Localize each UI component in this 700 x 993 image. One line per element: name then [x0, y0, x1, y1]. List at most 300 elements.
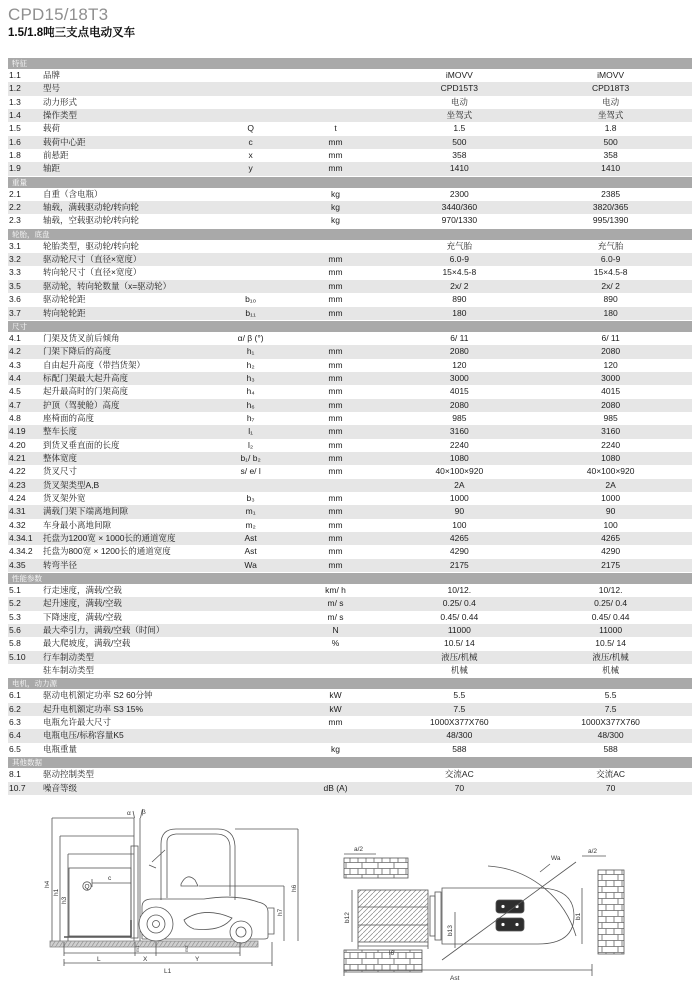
cell-label: 驱动控制类型	[42, 769, 94, 780]
cell-no: 4.3	[9, 359, 21, 370]
cell-label: 护顶（驾驶舱）高度	[42, 399, 120, 410]
cell-label: 轮胎类型，驱动轮/转向轮	[42, 240, 139, 251]
wall-right	[598, 870, 624, 954]
table-row	[8, 122, 692, 135]
cell-unit: mm	[328, 412, 343, 423]
cell-label: 自重（含电瓶）	[42, 188, 103, 199]
cell-unit: mm	[328, 254, 343, 265]
table-row	[8, 782, 692, 795]
cell-no: 4.20	[9, 439, 26, 450]
cell-v2: 995/1390	[592, 215, 629, 226]
cell-no: 2.1	[9, 188, 21, 199]
spec-table	[8, 57, 692, 795]
top-view-linework	[344, 854, 624, 976]
cell-label: 噪音等级	[42, 782, 77, 793]
ground-strip	[50, 941, 258, 947]
table-row	[8, 664, 692, 677]
table-row	[8, 201, 692, 214]
section-header: 性能参数	[8, 573, 692, 584]
cell-v1: 4015	[449, 386, 469, 397]
table-row	[8, 716, 692, 729]
cell-v1: 2080	[449, 346, 469, 357]
cell-sym	[220, 109, 282, 122]
page-subtitle: 1.5/1.8吨三支点电动叉车	[8, 27, 136, 39]
table-row	[8, 768, 692, 781]
cell-no: 1.1	[9, 70, 21, 80]
table-row	[8, 729, 692, 742]
cell-v1: 2080	[449, 399, 469, 410]
cell-no: 1.8	[9, 150, 21, 161]
cell-sym	[220, 743, 282, 756]
cell-v1: 40×100×920	[435, 466, 484, 477]
cell-v1: 1.5	[453, 123, 466, 134]
cell-no: 8.1	[9, 769, 21, 780]
cell-unit	[282, 240, 390, 253]
dim-label-ast: Ast	[450, 975, 460, 982]
cell-unit: mm	[328, 519, 343, 530]
cell-v2: 120	[603, 359, 618, 370]
cell-unit: N	[332, 625, 339, 636]
table-row	[8, 162, 692, 175]
dim-label-b1: b1	[575, 912, 582, 920]
cell-v1: 11000	[447, 625, 471, 636]
cell-v2: 4290	[601, 546, 621, 557]
dim-label-beta: β	[142, 809, 146, 816]
cell-label: 标配门架最大起升高度	[42, 372, 128, 383]
cell-no: 3.1	[9, 240, 21, 251]
cell-no: 3.3	[9, 267, 21, 278]
cell-label: 轴距	[42, 163, 60, 174]
page-header	[0, 0, 700, 40]
table-row	[8, 532, 692, 545]
seat-and-steering	[149, 850, 198, 886]
table-row	[8, 597, 692, 610]
cell-v2: 充气胎	[597, 240, 624, 251]
forklift-top-view-drawing	[338, 808, 678, 988]
cell-v1: 0.45/ 0.44	[440, 611, 479, 622]
cell-unit: mm	[328, 546, 343, 557]
cell-v2: 7.5	[604, 703, 617, 714]
cell-v1: 90	[454, 506, 465, 517]
turning-radius-lines	[442, 862, 576, 960]
cell-label: 起升电机额定功率 S3 15%	[42, 703, 144, 714]
forklift-side-view-drawing	[36, 808, 346, 988]
cell-v2: 40×100×920	[586, 466, 635, 477]
cell-v1: 坐驾式	[446, 110, 473, 121]
cell-v2: 2A	[605, 479, 616, 490]
dim-label-wa: Wa	[551, 855, 561, 862]
table-row	[8, 439, 692, 452]
cell-unit	[282, 729, 390, 742]
cell-unit: mm	[328, 359, 343, 370]
cell-v2: iMOVV	[597, 70, 625, 80]
cell-label: 货叉架类型A,B	[42, 479, 100, 490]
section-header: 其他数据	[8, 757, 692, 768]
table-row	[8, 266, 692, 279]
drive-wheels-top	[496, 900, 524, 931]
cell-no: 1.5	[9, 123, 21, 134]
a2-dimension-lines	[344, 854, 606, 856]
cell-sym	[220, 479, 282, 492]
cell-no: 5.1	[9, 585, 21, 596]
table-row	[8, 253, 692, 266]
table-row	[8, 703, 692, 716]
cell-v1: 6.0-9	[449, 254, 470, 265]
table-row	[8, 559, 692, 572]
cell-unit: mm	[328, 346, 343, 357]
cell-no: 4.34.1	[9, 533, 33, 543]
table-row	[8, 240, 692, 253]
table-row	[8, 479, 692, 492]
cell-v2: 坐驾式	[597, 110, 624, 121]
cell-no: 10.7	[9, 782, 26, 793]
cell-v2: 10.5/ 14	[595, 638, 626, 649]
cell-v1: 10.5/ 14	[443, 638, 475, 649]
cell-label: 满载门架下端离地间隙	[42, 506, 128, 517]
cell-label: 型号	[42, 83, 60, 94]
cell-unit	[282, 332, 390, 345]
cell-sym: b₃	[246, 492, 255, 503]
cell-no: 3.2	[9, 254, 21, 265]
cell-label: 最大牵引力，满载/空载（时间）	[42, 625, 165, 636]
cell-v1: 电动	[450, 96, 468, 107]
cell-v2: 3000	[601, 372, 621, 383]
table-row	[8, 214, 692, 227]
dim-label-alpha: α	[127, 810, 131, 817]
cell-unit: mm	[328, 506, 343, 517]
cell-sym	[220, 611, 282, 624]
cell-no: 4.22	[9, 466, 26, 477]
table-row	[8, 637, 692, 650]
cell-v2: 1000	[601, 492, 621, 503]
table-row	[8, 332, 692, 345]
cell-v1: 充气胎	[446, 240, 473, 251]
dim-label-x: X	[143, 956, 148, 963]
cell-sym: c	[248, 136, 253, 147]
table-row	[8, 412, 692, 425]
cell-v2: 180	[603, 307, 618, 318]
cell-sym	[220, 703, 282, 716]
cell-unit: mm	[328, 426, 343, 437]
cell-label: 电瓶允许最大尺寸	[42, 717, 111, 728]
cell-v1: 1000X377X760	[430, 717, 489, 728]
cell-v2: 90	[605, 506, 616, 517]
cell-sym: h₁	[246, 346, 255, 357]
table-row	[8, 188, 692, 201]
cell-v2: 6/ 11	[601, 332, 620, 343]
cell-label: 托盘为800宽 × 1200长的通道宽度	[42, 546, 171, 557]
dim-label-h7: h7	[277, 908, 284, 916]
dim-label-h1: h1	[53, 888, 60, 896]
cell-unit: dB (A)	[323, 782, 348, 793]
cell-no: 2.3	[9, 215, 21, 226]
cell-v2: 电动	[602, 96, 620, 107]
cell-no: 1.6	[9, 136, 21, 147]
cell-label: 电瓶电压/标称容量K5	[42, 730, 124, 741]
cell-label: 自由起升高度（带挡货架）	[42, 359, 145, 370]
cell-unit: mm	[328, 150, 343, 161]
cell-no: 4.34.2	[9, 546, 33, 557]
cell-v2: CPD18T3	[591, 83, 630, 94]
cell-v1: 500	[452, 136, 467, 147]
cell-no: 5.8	[9, 638, 21, 649]
cell-v1: 7.5	[453, 703, 466, 714]
cell-sym: l₁	[248, 426, 254, 437]
drawings-section	[0, 808, 700, 993]
cell-label: 行车制动类型	[42, 651, 94, 662]
cell-v1: 2300	[449, 188, 469, 199]
cell-v2: 6.0-9	[600, 254, 621, 265]
cell-no: 6.4	[9, 730, 21, 741]
cell-unit: mm	[328, 294, 343, 305]
dim-label-l6: l6	[389, 950, 395, 957]
table-row	[8, 82, 692, 95]
height-dimension-lines	[52, 818, 134, 941]
cell-unit: mm	[328, 386, 343, 397]
cell-no: 6.1	[9, 690, 21, 701]
cell-v1: 180	[452, 307, 467, 318]
table-row	[8, 307, 692, 320]
table-row	[8, 280, 692, 293]
cell-no: 4.19	[9, 426, 26, 437]
cell-no: 4.31	[9, 506, 26, 517]
wall-bottom-left	[344, 950, 422, 972]
dim-label-y: Y	[195, 956, 200, 963]
cell-label: 货叉尺寸	[42, 466, 77, 477]
cell-no: 5.2	[9, 598, 21, 609]
cell-sym	[220, 768, 282, 781]
section-header: 轮胎，底盘	[8, 229, 692, 240]
cell-v1: 15×4.5-8	[442, 267, 477, 278]
cell-v2: 10/12.	[598, 585, 623, 596]
cell-unit	[282, 768, 390, 781]
cell-v1: 6/ 11	[450, 332, 469, 343]
table-row	[8, 545, 692, 558]
cell-unit: mm	[328, 399, 343, 410]
table-row	[8, 425, 692, 438]
wheels	[139, 907, 252, 943]
cell-no: 3.6	[9, 294, 21, 305]
cell-v1: 588	[452, 743, 467, 754]
cell-sym: b₁₀	[245, 294, 257, 305]
table-row	[8, 372, 692, 385]
cell-unit: t	[334, 123, 337, 134]
fork-carriage-top	[430, 892, 441, 940]
cell-label: 转向轮尺寸（直径×宽度）	[42, 267, 142, 278]
cell-v1: iMOVV	[445, 70, 473, 80]
cell-v1: 3000	[449, 372, 469, 383]
table-row	[8, 385, 692, 398]
cell-v2: 2080	[601, 346, 621, 357]
cell-no: 5.6	[9, 625, 21, 636]
cell-label: 行走速度，满载/空载	[42, 585, 122, 596]
cell-unit: mm	[328, 307, 343, 318]
cell-sym	[220, 597, 282, 610]
truck-outline-top	[442, 888, 574, 944]
cell-v2: 4015	[601, 386, 621, 397]
cell-no: 6.5	[9, 743, 21, 754]
cell-no: 6.3	[9, 717, 21, 728]
cell-unit: %	[331, 638, 340, 649]
cell-v2: 1410	[601, 163, 621, 174]
cell-label: 起升速度，满载/空载	[42, 598, 122, 609]
cell-label: 操作类型	[42, 110, 77, 121]
dim-label-h6: h6	[291, 884, 298, 892]
cell-v1: 液压/机械	[441, 651, 478, 662]
cell-unit	[282, 69, 390, 82]
cell-v1: 48/300	[446, 730, 473, 741]
cell-no: 4.4	[9, 372, 21, 383]
cell-no: 3.7	[9, 307, 21, 318]
cell-v1: 1080	[449, 452, 469, 463]
cell-unit	[282, 479, 390, 492]
cell-label: 货叉架外宽	[42, 492, 86, 503]
cell-label: 整车长度	[42, 426, 77, 437]
cell-unit: kW	[329, 703, 342, 714]
table-row	[8, 345, 692, 358]
cell-label: 驻车制动类型	[42, 665, 94, 676]
cell-unit: kg	[331, 743, 340, 754]
table-row	[8, 109, 692, 122]
cell-v1: 2A	[454, 479, 465, 490]
cell-no: 1.9	[9, 163, 21, 174]
cell-unit	[282, 96, 390, 109]
cell-v1: 358	[452, 150, 467, 161]
cell-v1: 3440/360	[441, 202, 478, 213]
dim-label-c: c	[108, 875, 112, 882]
cell-label: 下降速度，满载/空载	[42, 611, 122, 622]
cell-no: 4.24	[9, 492, 26, 503]
cell-label: 转向轮轮距	[42, 307, 86, 318]
cell-sym: y	[248, 163, 253, 174]
cell-unit: kW	[329, 690, 342, 701]
cell-v2: 0.25/ 0.4	[594, 598, 628, 609]
table-row	[8, 689, 692, 702]
cell-label: 托盘为1200宽 × 1000长的通道宽度	[42, 533, 176, 543]
cell-sym	[220, 253, 282, 266]
dim-label-q: Q	[84, 883, 90, 891]
cell-v2: 3160	[601, 426, 621, 437]
cell-label: 到货叉垂直面的长度	[42, 439, 120, 450]
cell-label: 转弯半径	[42, 559, 77, 570]
cell-sym: α/ β (°)	[237, 332, 264, 343]
table-row	[8, 651, 692, 664]
cell-v2: 70	[605, 782, 616, 793]
cell-sym: h₃	[246, 372, 255, 383]
cell-no: 4.35	[9, 559, 26, 570]
cell-v1: 2175	[449, 559, 469, 570]
cell-v1: 970/1330	[441, 215, 478, 226]
table-row	[8, 743, 692, 756]
cell-unit: mm	[328, 452, 343, 463]
cell-v2: 机械	[602, 665, 620, 676]
cell-unit: mm	[328, 466, 343, 477]
cell-label: 动力形式	[42, 96, 77, 107]
cell-no: 4.32	[9, 519, 26, 530]
cell-v2: 液压/机械	[592, 651, 629, 662]
table-row	[8, 519, 692, 532]
cell-sym: x	[248, 150, 253, 161]
cell-v1: 985	[452, 412, 467, 423]
cell-v2: 1.8	[604, 123, 617, 134]
cell-no: 4.1	[9, 332, 21, 343]
table-row	[8, 624, 692, 637]
cell-v2: 2080	[601, 399, 621, 410]
cell-unit: mm	[328, 267, 343, 278]
table-row	[8, 69, 692, 82]
cell-unit: mm	[328, 163, 343, 174]
cell-sym: h₇	[246, 412, 255, 423]
page-title: CPD15/18T3	[8, 5, 109, 24]
cell-sym: h₂	[246, 359, 255, 370]
table-row	[8, 149, 692, 162]
dim-label-a2-right: a/2	[588, 848, 598, 855]
table-row	[8, 399, 692, 412]
table-row	[8, 136, 692, 149]
cell-no: 1.4	[9, 110, 21, 121]
cell-label: 驱动轮轮距	[42, 294, 86, 305]
cell-v2: 1080	[601, 452, 621, 463]
cell-v2: 4265	[601, 533, 621, 543]
cell-v1: 890	[452, 294, 467, 305]
load-and-fork	[64, 846, 138, 938]
cell-unit: mm	[328, 492, 343, 503]
cell-sym: Ast	[244, 546, 257, 557]
cell-label: 轴载，满载驱动轮/转向轮	[42, 202, 139, 213]
cell-no: 4.8	[9, 412, 21, 423]
cell-label: 品牌	[42, 70, 60, 80]
cell-sym	[220, 69, 282, 82]
cell-v2: 0.45/ 0.44	[591, 611, 630, 622]
cell-label: 整体宽度	[42, 452, 77, 463]
cell-v2: 2175	[601, 559, 621, 570]
cell-sym	[220, 188, 282, 201]
cell-unit: m/ s	[327, 611, 344, 622]
dim-label-b12: b12	[344, 912, 351, 923]
cell-sym	[220, 214, 282, 227]
table-row	[8, 465, 692, 478]
cell-unit: mm	[328, 136, 343, 147]
cell-sym	[220, 266, 282, 279]
dim-label-l: L	[97, 956, 101, 963]
cell-no: 4.5	[9, 386, 21, 397]
cell-unit	[282, 651, 390, 664]
dim-label-m1: m1	[136, 945, 141, 952]
cell-v2: 500	[603, 136, 618, 147]
cell-sym: Wa	[244, 559, 257, 570]
table-row	[8, 293, 692, 306]
cell-v1: 机械	[450, 665, 468, 676]
cell-sym	[220, 240, 282, 253]
cell-sym	[220, 716, 282, 729]
pallet	[358, 890, 428, 942]
cell-v2: 48/300	[597, 730, 624, 741]
cell-v2: 3820/365	[592, 202, 629, 213]
section-header: 尺寸	[8, 321, 692, 332]
cell-unit: kg	[331, 202, 340, 213]
cell-sym	[220, 729, 282, 742]
cell-label: 轴载，空载驱动轮/转向轮	[42, 215, 139, 226]
cell-no: 5.10	[9, 651, 26, 662]
cell-v1: 交流AC	[444, 769, 474, 780]
cell-label: 前悬距	[42, 150, 69, 161]
cell-sym	[220, 82, 282, 95]
cell-sym: h₄	[246, 386, 255, 397]
cell-unit: mm	[328, 372, 343, 383]
cell-sym	[220, 280, 282, 293]
cell-v1: 2x/ 2	[450, 280, 469, 291]
table-row	[8, 505, 692, 518]
